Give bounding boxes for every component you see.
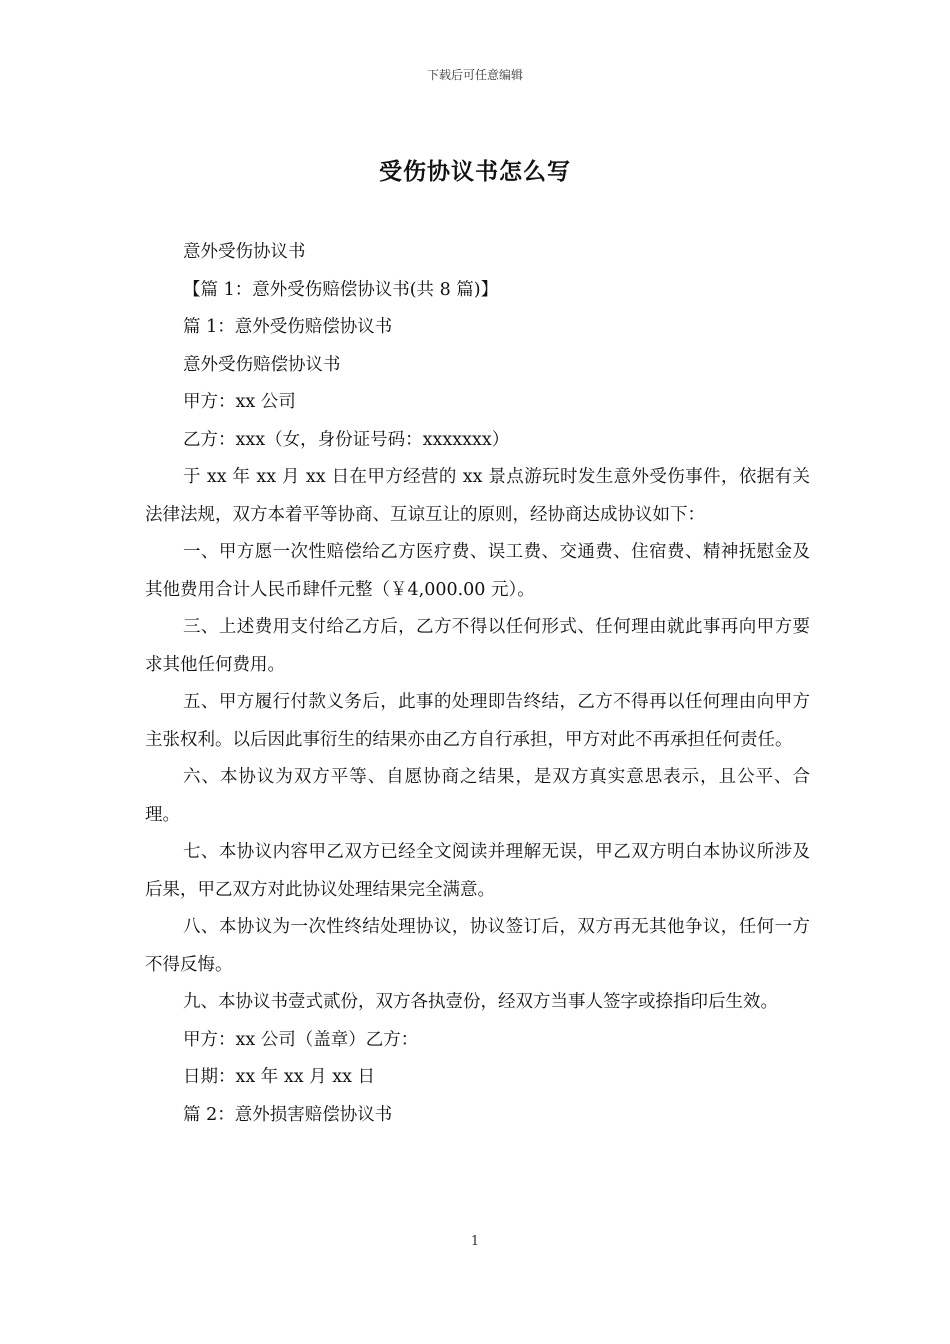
paragraph-clause-6: 六、本协议为双方平等、自愿协商之结果，是双方真实意思表示，且公平、合理。 <box>145 767 810 825</box>
document-title: 受伤协议书怎么写 <box>379 158 571 185</box>
page-number: 1 <box>470 1234 480 1249</box>
document-body <box>145 234 810 1134</box>
paragraph-preamble: 于 xx 年 xx 月 xx 日在甲方经营的 xx 景点游玩时发生意外受伤事件，依据有关法律法规，双方本着平等协商、互谅互让的原则，经协商达成协议如下： <box>145 467 810 525</box>
paragraph-signatures: 甲方：xx 公司（盖章）乙方： <box>183 1029 419 1050</box>
paragraph-doc-heading: 意外受伤协议书 <box>183 242 306 262</box>
paragraph-date: 日期：xx 年 xx 月 xx 日 <box>183 1067 376 1087</box>
paragraph-clause-8: 八、本协议为一次性终结处理协议，协议签订后，双方再无其他争议，任何一方不得反悔。 <box>145 917 810 975</box>
paragraph-clause-9: 九、本协议书壹式贰份，双方各执壹份，经双方当事人签字或捺指印后生效。 <box>183 992 778 1012</box>
paragraph-party-a: 甲方：xx 公司 <box>183 392 296 412</box>
paragraph-part1-heading: 篇 1：意外受伤赔偿协议书 <box>183 317 393 337</box>
paragraph-clause-5: 五、甲方履行付款义务后，此事的处理即告终结，乙方不得再以任何理由向甲方主张权利。以后因此事衍生的结果亦由乙方自行承担，甲方对此不再承担任何责任。 <box>145 692 810 750</box>
paragraph-clause-3: 三、上述费用支付给乙方后，乙方不得以任何形式、任何理由就此事再向甲方要求其他任何费用。 <box>145 617 810 675</box>
paragraph-clause-7: 七、本协议内容甲乙双方已经全文阅读并理解无误，甲乙双方明白本协议所涉及后果，甲乙双方对此协议处理结果完全满意。 <box>145 842 810 900</box>
paragraph-part2-heading: 篇 2：意外损害赔偿协议书 <box>183 1104 393 1125</box>
paragraph-agreement-title: 意外受伤赔偿协议书 <box>183 354 341 375</box>
paragraph-section-heading: 【篇 1：意外受伤赔偿协议书(共 8 篇)】 <box>183 279 499 300</box>
paragraph-clause-1: 一、甲方愿一次性赔偿给乙方医疗费、误工费、交通费、住宿费、精神抚慰金及其他费用合计人民币肆仟元整（￥4,000.00 元）。 <box>145 542 810 600</box>
paragraph-party-b: 乙方：xxx（女，身份证号码：xxxxxxx） <box>183 429 510 450</box>
header-note: 下载后可任意编辑 <box>426 68 523 82</box>
